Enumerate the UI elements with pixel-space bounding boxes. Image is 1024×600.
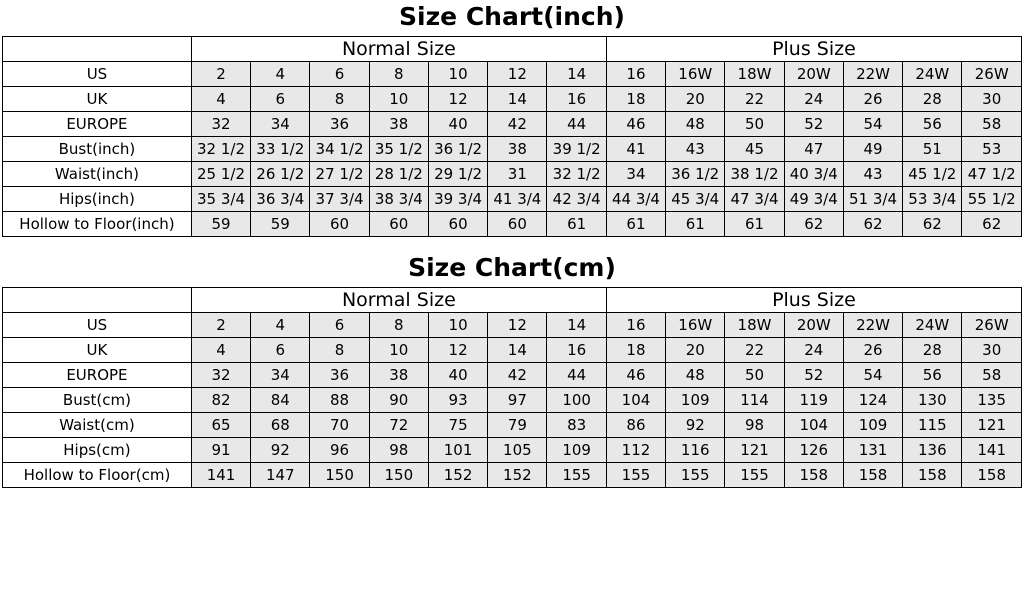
cell: 36 1/2: [666, 162, 725, 187]
cell: 26: [843, 338, 902, 363]
cell: 155: [725, 463, 784, 488]
row-label: EUROPE: [3, 363, 192, 388]
cell: 62: [843, 212, 902, 237]
cell: 54: [843, 363, 902, 388]
cell: 59: [251, 212, 310, 237]
cell: 30: [962, 87, 1022, 112]
cell: 58: [962, 363, 1022, 388]
cell: 32: [191, 363, 250, 388]
cell: 121: [962, 413, 1022, 438]
cell: 92: [251, 438, 310, 463]
cell: 93: [428, 388, 487, 413]
cell: 44: [547, 112, 606, 137]
size-chart-inch-title: Size Chart(inch): [399, 2, 625, 31]
cell: 30: [962, 338, 1022, 363]
cell: 42 3/4: [547, 187, 606, 212]
cell: 114: [725, 388, 784, 413]
cell: 16: [606, 313, 665, 338]
cell: 152: [488, 463, 547, 488]
cell: 147: [251, 463, 310, 488]
cell: 8: [310, 338, 369, 363]
cell: 70: [310, 413, 369, 438]
cell: 104: [784, 413, 843, 438]
corner-cell: [3, 37, 192, 62]
cell: 37 3/4: [310, 187, 369, 212]
cell: 26W: [962, 62, 1022, 87]
cell: 34 1/2: [310, 137, 369, 162]
cell: 36 1/2: [428, 137, 487, 162]
cell: 39 1/2: [547, 137, 606, 162]
cell: 62: [784, 212, 843, 237]
table-row: [3, 438, 1022, 463]
cell: 116: [666, 438, 725, 463]
cell: 38: [369, 112, 428, 137]
cell: 98: [369, 438, 428, 463]
cell: 43: [666, 137, 725, 162]
row-label: Bust(inch): [3, 137, 192, 162]
cell: 26 1/2: [251, 162, 310, 187]
cell: 152: [428, 463, 487, 488]
row-label: UK: [3, 87, 192, 112]
cell: 10: [428, 62, 487, 87]
cell: 35 3/4: [191, 187, 250, 212]
cell: 141: [191, 463, 250, 488]
cell: 53: [962, 137, 1022, 162]
cell: 96: [310, 438, 369, 463]
cell: 61: [666, 212, 725, 237]
cell: 32 1/2: [547, 162, 606, 187]
cell: 14: [547, 313, 606, 338]
cell: 2: [191, 313, 250, 338]
cell: 4: [191, 338, 250, 363]
cell: 35 1/2: [369, 137, 428, 162]
cell: 26: [843, 87, 902, 112]
cell: 36: [310, 112, 369, 137]
cell: 16: [547, 338, 606, 363]
cell: 60: [428, 212, 487, 237]
cell: 101: [428, 438, 487, 463]
section-spacer: [0, 237, 1024, 251]
cell: 49 3/4: [784, 187, 843, 212]
row-label: US: [3, 62, 192, 87]
cell: 52: [784, 112, 843, 137]
cell: 130: [903, 388, 962, 413]
row-label: UK: [3, 338, 192, 363]
cell: 40: [428, 363, 487, 388]
cell: 20W: [784, 62, 843, 87]
table-row: [3, 62, 1022, 87]
cell: 112: [606, 438, 665, 463]
cell: 48: [666, 363, 725, 388]
cell: 60: [369, 212, 428, 237]
cell: 20W: [784, 313, 843, 338]
cell: 86: [606, 413, 665, 438]
cell: 158: [903, 463, 962, 488]
cell: 45: [725, 137, 784, 162]
cell: 36 3/4: [251, 187, 310, 212]
cell: 48: [666, 112, 725, 137]
row-label: US: [3, 313, 192, 338]
table-row: [3, 187, 1022, 212]
cell: 158: [962, 463, 1022, 488]
row-label: Waist(cm): [3, 413, 192, 438]
row-label: Hollow to Floor(cm): [3, 463, 192, 488]
cell: 45 3/4: [666, 187, 725, 212]
cell: 158: [843, 463, 902, 488]
cell: 38: [369, 363, 428, 388]
cell: 22: [725, 87, 784, 112]
cell: 58: [962, 112, 1022, 137]
cell: 155: [666, 463, 725, 488]
cell: 36: [310, 363, 369, 388]
cell: 98: [725, 413, 784, 438]
cell: 22W: [843, 62, 902, 87]
cell: 46: [606, 363, 665, 388]
cell: 84: [251, 388, 310, 413]
cell: 47 3/4: [725, 187, 784, 212]
table-row: [3, 388, 1022, 413]
table-row: [3, 413, 1022, 438]
cell: 31: [488, 162, 547, 187]
table-row: [3, 313, 1022, 338]
size-chart-cm-block: [0, 251, 1024, 488]
size-chart-inch-block: [0, 0, 1024, 237]
cell: 8: [310, 87, 369, 112]
cell: 51 3/4: [843, 187, 902, 212]
cell: 44 3/4: [606, 187, 665, 212]
cell: 43: [843, 162, 902, 187]
table-row: [3, 463, 1022, 488]
cell: 158: [784, 463, 843, 488]
cell: 20: [666, 87, 725, 112]
cell: 62: [962, 212, 1022, 237]
cell: 49: [843, 137, 902, 162]
cell: 12: [428, 338, 487, 363]
row-label: Bust(cm): [3, 388, 192, 413]
cell: 40: [428, 112, 487, 137]
cell: 32 1/2: [191, 137, 250, 162]
cell: 14: [488, 87, 547, 112]
cell: 8: [369, 313, 428, 338]
cell: 24: [784, 338, 843, 363]
cell: 6: [310, 313, 369, 338]
cell: 44: [547, 363, 606, 388]
group-header-plus-size: Plus Size: [606, 288, 1021, 313]
table-row: [3, 363, 1022, 388]
cell: 119: [784, 388, 843, 413]
cell: 68: [251, 413, 310, 438]
cell: 155: [547, 463, 606, 488]
cell: 4: [251, 62, 310, 87]
cell: 6: [251, 338, 310, 363]
cell: 109: [547, 438, 606, 463]
cell: 38 3/4: [369, 187, 428, 212]
cell: 42: [488, 112, 547, 137]
cell: 18: [606, 338, 665, 363]
cell: 29 1/2: [428, 162, 487, 187]
cell: 38 1/2: [725, 162, 784, 187]
cell: 16: [547, 87, 606, 112]
cell: 45 1/2: [903, 162, 962, 187]
cell: 62: [903, 212, 962, 237]
cell: 6: [251, 87, 310, 112]
cell: 105: [488, 438, 547, 463]
cell: 155: [606, 463, 665, 488]
cell: 83: [547, 413, 606, 438]
table-row: [3, 87, 1022, 112]
row-label: EUROPE: [3, 112, 192, 137]
row-label: Hips(cm): [3, 438, 192, 463]
table-row: [3, 112, 1022, 137]
cell: 50: [725, 112, 784, 137]
cell: 10: [428, 313, 487, 338]
cell: 18: [606, 87, 665, 112]
cell: 115: [903, 413, 962, 438]
cell: 126: [784, 438, 843, 463]
cell: 33 1/2: [251, 137, 310, 162]
cell: 104: [606, 388, 665, 413]
cell: 121: [725, 438, 784, 463]
cell: 136: [903, 438, 962, 463]
cell: 141: [962, 438, 1022, 463]
cell: 150: [369, 463, 428, 488]
cell: 109: [666, 388, 725, 413]
cell: 28: [903, 87, 962, 112]
group-header-normal-size: Normal Size: [191, 37, 606, 62]
cell: 46: [606, 112, 665, 137]
cell: 135: [962, 388, 1022, 413]
cell: 6: [310, 62, 369, 87]
cell: 41 3/4: [488, 187, 547, 212]
cell: 75: [428, 413, 487, 438]
cell: 56: [903, 112, 962, 137]
group-header-normal-size: Normal Size: [191, 288, 606, 313]
cell: 34: [251, 112, 310, 137]
cell: 28 1/2: [369, 162, 428, 187]
cell: 59: [191, 212, 250, 237]
cell: 47 1/2: [962, 162, 1022, 187]
cell: 42: [488, 363, 547, 388]
row-label: Hollow to Floor(inch): [3, 212, 192, 237]
cell: 82: [191, 388, 250, 413]
cell: 32: [191, 112, 250, 137]
table-row: [3, 162, 1022, 187]
cell: 53 3/4: [903, 187, 962, 212]
size-chart-cm-table: [2, 287, 1022, 488]
table-group-header-row: [3, 288, 1022, 313]
cell: 47: [784, 137, 843, 162]
cell: 60: [488, 212, 547, 237]
table-group-header-row: [3, 37, 1022, 62]
cell: 51: [903, 137, 962, 162]
cell: 12: [488, 313, 547, 338]
cell: 10: [369, 338, 428, 363]
cell: 22W: [843, 313, 902, 338]
cell: 91: [191, 438, 250, 463]
row-label: Waist(inch): [3, 162, 192, 187]
cell: 97: [488, 388, 547, 413]
cell: 61: [606, 212, 665, 237]
cell: 22: [725, 338, 784, 363]
cell: 131: [843, 438, 902, 463]
cell: 20: [666, 338, 725, 363]
cell: 65: [191, 413, 250, 438]
cell: 39 3/4: [428, 187, 487, 212]
row-label: Hips(inch): [3, 187, 192, 212]
cell: 90: [369, 388, 428, 413]
cell: 12: [488, 62, 547, 87]
cell: 24: [784, 87, 843, 112]
cell: 24W: [903, 313, 962, 338]
cell: 16W: [666, 313, 725, 338]
cell: 14: [488, 338, 547, 363]
cell: 41: [606, 137, 665, 162]
cell: 61: [547, 212, 606, 237]
cell: 61: [725, 212, 784, 237]
cell: 54: [843, 112, 902, 137]
cell: 14: [547, 62, 606, 87]
cell: 50: [725, 363, 784, 388]
cell: 16: [606, 62, 665, 87]
cell: 10: [369, 87, 428, 112]
cell: 4: [251, 313, 310, 338]
cell: 18W: [725, 62, 784, 87]
cell: 56: [903, 363, 962, 388]
cell: 60: [310, 212, 369, 237]
table-row: [3, 338, 1022, 363]
cell: 72: [369, 413, 428, 438]
corner-cell: [3, 288, 192, 313]
table-row: [3, 212, 1022, 237]
cell: 100: [547, 388, 606, 413]
cell: 38: [488, 137, 547, 162]
cell: 28: [903, 338, 962, 363]
cell: 25 1/2: [191, 162, 250, 187]
size-chart-inch-table: [2, 36, 1022, 237]
cell: 27 1/2: [310, 162, 369, 187]
cell: 34: [606, 162, 665, 187]
cell: 92: [666, 413, 725, 438]
size-chart-cm-title: Size Chart(cm): [408, 253, 616, 282]
cell: 24W: [903, 62, 962, 87]
cell: 2: [191, 62, 250, 87]
group-header-plus-size: Plus Size: [606, 37, 1021, 62]
cell: 88: [310, 388, 369, 413]
cell: 150: [310, 463, 369, 488]
cell: 18W: [725, 313, 784, 338]
cell: 79: [488, 413, 547, 438]
cell: 4: [191, 87, 250, 112]
cell: 12: [428, 87, 487, 112]
cell: 52: [784, 363, 843, 388]
cell: 34: [251, 363, 310, 388]
cell: 8: [369, 62, 428, 87]
cell: 124: [843, 388, 902, 413]
cell: 26W: [962, 313, 1022, 338]
cell: 55 1/2: [962, 187, 1022, 212]
table-row: [3, 137, 1022, 162]
cell: 40 3/4: [784, 162, 843, 187]
cell: 109: [843, 413, 902, 438]
cell: 16W: [666, 62, 725, 87]
